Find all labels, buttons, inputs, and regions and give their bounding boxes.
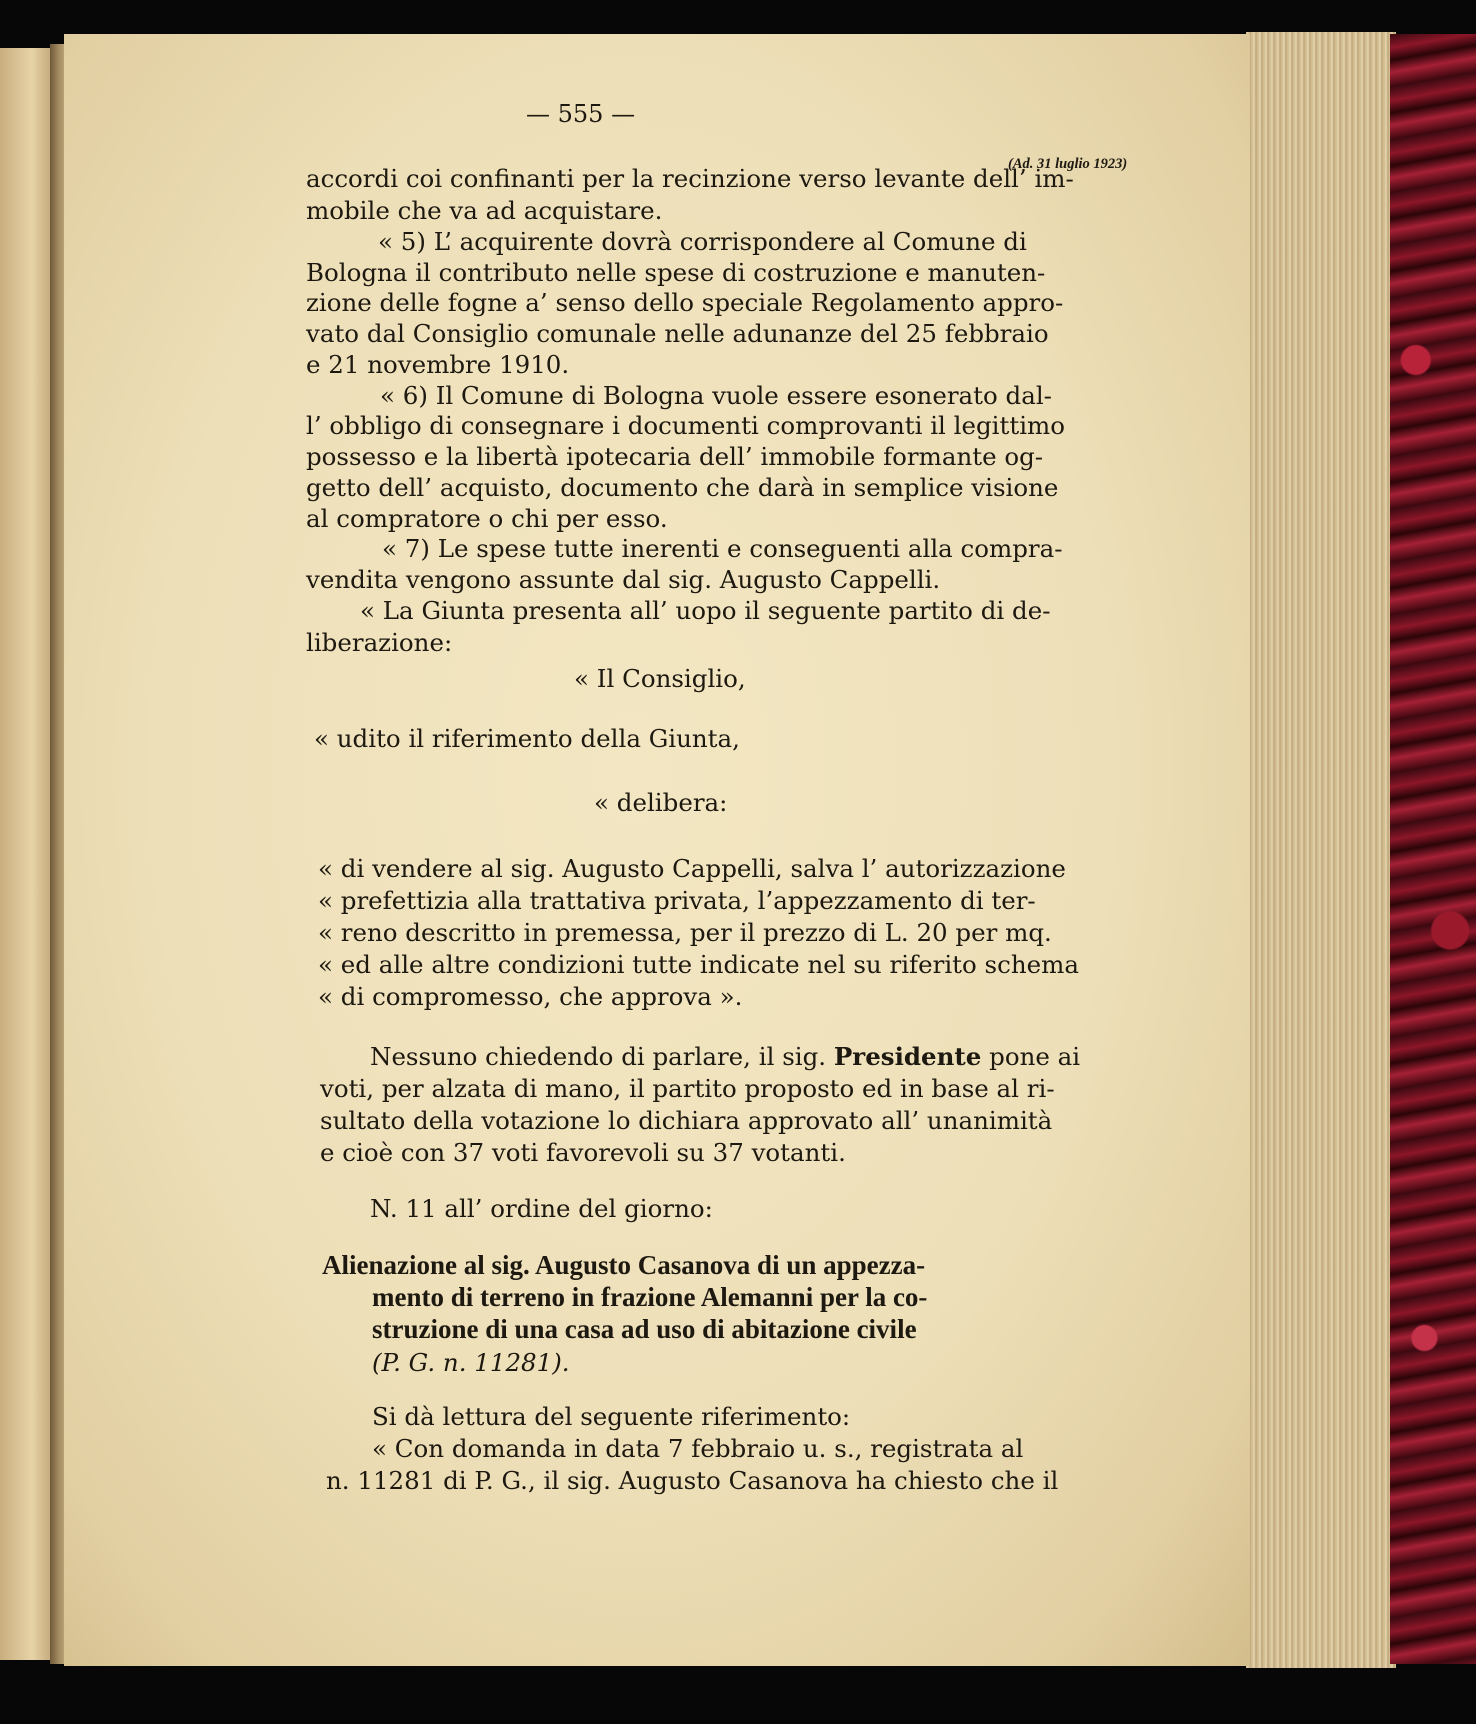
text-line: « 6) Il Comune di Bologna vuole essere esonerato dal-	[380, 381, 1052, 410]
agenda-item: N. 11 all’ ordine del giorno:	[370, 1194, 713, 1223]
text-line: liberazione:	[306, 628, 453, 657]
book-page	[64, 34, 1250, 1666]
margin-note: (Ad. 31 luglio 1923)	[1008, 156, 1128, 172]
text-line: « ed alle altre condizioni tutte indicate nel su riferito schema	[318, 950, 1079, 979]
protocol-reference: (P. G. n. 11281).	[372, 1348, 570, 1377]
text-line: Si dà lettura del seguente riferimento:	[372, 1402, 851, 1431]
text-line: « 7) Le spese tutte inerenti e conseguenti alla compra-	[382, 534, 1063, 563]
text-line: n. 11281 di P. G., il sig. Augusto Casanova ha chiesto che il	[326, 1466, 1059, 1495]
section-title: Alienazione al sig. Augusto Casanova di un appezza-	[322, 1250, 926, 1280]
text-line: « di vendere al sig. Augusto Cappelli, salva l’ autorizzazione	[318, 854, 1066, 883]
text-line-centered: « delibera:	[594, 788, 728, 817]
text-line: « di compromesso, che approva ».	[318, 982, 743, 1011]
text-line: vato dal Consiglio comunale nelle adunanze del 25 febbraio	[306, 319, 1049, 348]
vote-text: pone ai	[989, 1042, 1081, 1071]
section-title: mento di terreno in frazione Alemanni per la co-	[372, 1282, 928, 1312]
text-line: e 21 novembre 1910.	[306, 350, 570, 379]
text-line: accordi coi confinanti per la recinzione verso levante dell’ im-	[306, 164, 1074, 193]
text-line: « reno descritto in premessa, per il prezzo di L. 20 per mq.	[318, 918, 1052, 947]
text-line: e cioè con 37 voti favorevoli su 37 votanti.	[320, 1138, 846, 1167]
president-label: Presidente	[833, 1042, 982, 1071]
text-line: « 5) L’ acquirente dovrà corrispondere al Comune di	[378, 227, 1027, 256]
text-line: sultato della votazione lo dichiara approvato all’ unanimità	[320, 1106, 1053, 1135]
text-line: « prefettizia alla trattativa privata, l’appezzamento di ter-	[318, 886, 1036, 915]
text-line: « Con domanda in data 7 febbraio u. s., registrata al	[372, 1434, 1024, 1463]
text-line: voti, per alzata di mano, il partito proposto ed in base al ri-	[320, 1074, 1055, 1103]
marbled-binding	[1390, 34, 1476, 1664]
text-line: « La Giunta presenta all’ uopo il seguente partito di de-	[360, 596, 1051, 625]
text-line: l’ obbligo di consegnare i documenti comprovanti il legittimo	[306, 411, 1066, 440]
text-line: vendita vengono assunte dal sig. Augusto Cappelli.	[306, 565, 941, 594]
text-line: zione delle fogne a’ senso dello speciale Regolamento appro-	[306, 288, 1064, 317]
text-line: « udito il riferimento della Giunta,	[314, 724, 740, 753]
vote-text: Nessuno chiedendo di parlare, il sig.	[370, 1042, 827, 1071]
text-line: getto dell’ acquisto, documento che darà in semplice visione	[306, 473, 1059, 502]
stacked-page-edges	[1246, 32, 1396, 1668]
text-line-centered: « Il Consiglio,	[574, 664, 746, 693]
text-line: Bologna il contributo nelle spese di costruzione e manuten-	[306, 258, 1046, 287]
text-line: mobile che va ad acquistare.	[306, 196, 663, 225]
text-line: al compratore o chi per esso.	[306, 504, 668, 533]
section-title: struzione di una casa ad uso di abitazione civile	[372, 1314, 917, 1344]
text-line: possesso e la libertà ipotecaria dell’ immobile formante og-	[306, 442, 1044, 471]
vote-line-1	[370, 1042, 1080, 1071]
page-number: — 555 —	[526, 100, 636, 128]
